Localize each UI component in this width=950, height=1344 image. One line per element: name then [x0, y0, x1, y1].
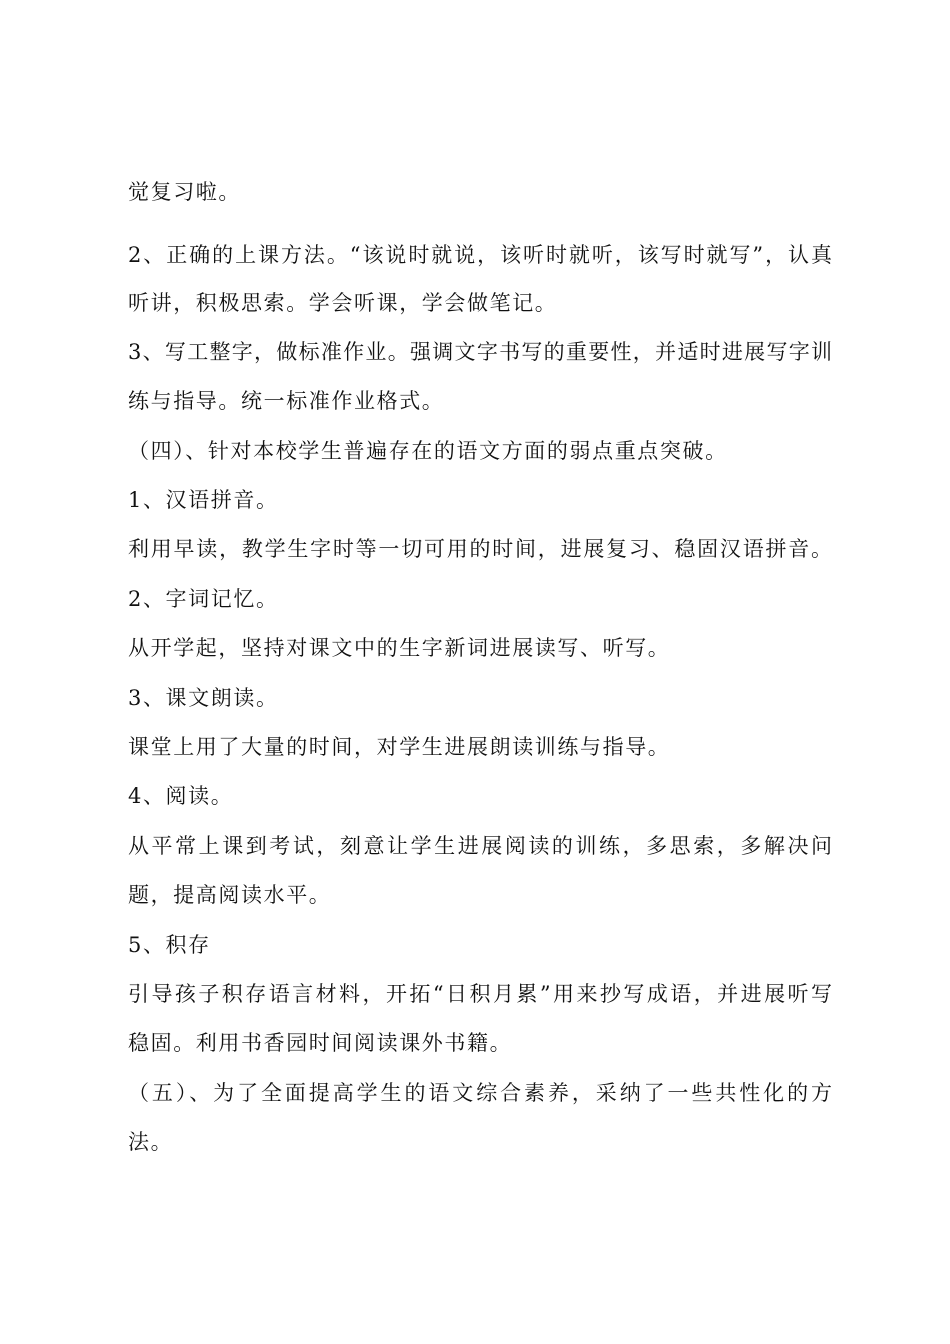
- section-heading: （五）、为了全面提高学生的语文综合素养，采纳了一些共性化的方: [128, 1081, 832, 1105]
- section-heading: （四）、针对本校学生普遍存在的语文方面的弱点重点突破。: [128, 439, 728, 463]
- paragraph-line: 法。: [128, 1130, 174, 1154]
- paragraph-line: 课堂上用了大量的时间，对学生进展朗读训练与指导。: [128, 735, 671, 759]
- paragraph-line: 3、写工整字，做标准作业。强调文字书写的重要性，并适时进展写字训: [128, 340, 832, 364]
- paragraph-line: 利用早读，教学生字时等一切可用的时间，进展复习、稳固汉语拼音。: [128, 537, 832, 561]
- paragraph-line: 练与指导。统一标准作业格式。: [128, 389, 445, 413]
- item-heading: 2、字词记忆。: [128, 587, 279, 611]
- item-heading: 3、课文朗读。: [128, 686, 279, 710]
- paragraph-line: 引导孩子积存语言材料，开拓“日积月累”用来抄写成语，并进展听写: [128, 982, 832, 1006]
- item-heading: 4、阅读。: [128, 784, 234, 808]
- item-heading: 5、积存: [128, 933, 211, 957]
- paragraph-line: 稳固。利用书香园时间阅读课外书籍。: [128, 1031, 513, 1055]
- paragraph-line: 觉复习啦。: [128, 180, 241, 204]
- paragraph-line: 听讲，积极思索。学会听课，学会做笔记。: [128, 291, 558, 315]
- paragraph-line: 题，提高阅读水平。: [128, 883, 332, 907]
- paragraph-line: 从平常上课到考试，刻意让学生进展阅读的训练，多思索，多解决问: [128, 834, 832, 858]
- paragraph-line: 从开学起，坚持对课文中的生字新词进展读写、听写。: [128, 636, 671, 660]
- paragraph-line: 2、正确的上课方法。“该说时就说，该听时就听，该写时就写”，认真: [128, 243, 832, 267]
- item-heading: 1、汉语拼音。: [128, 488, 279, 512]
